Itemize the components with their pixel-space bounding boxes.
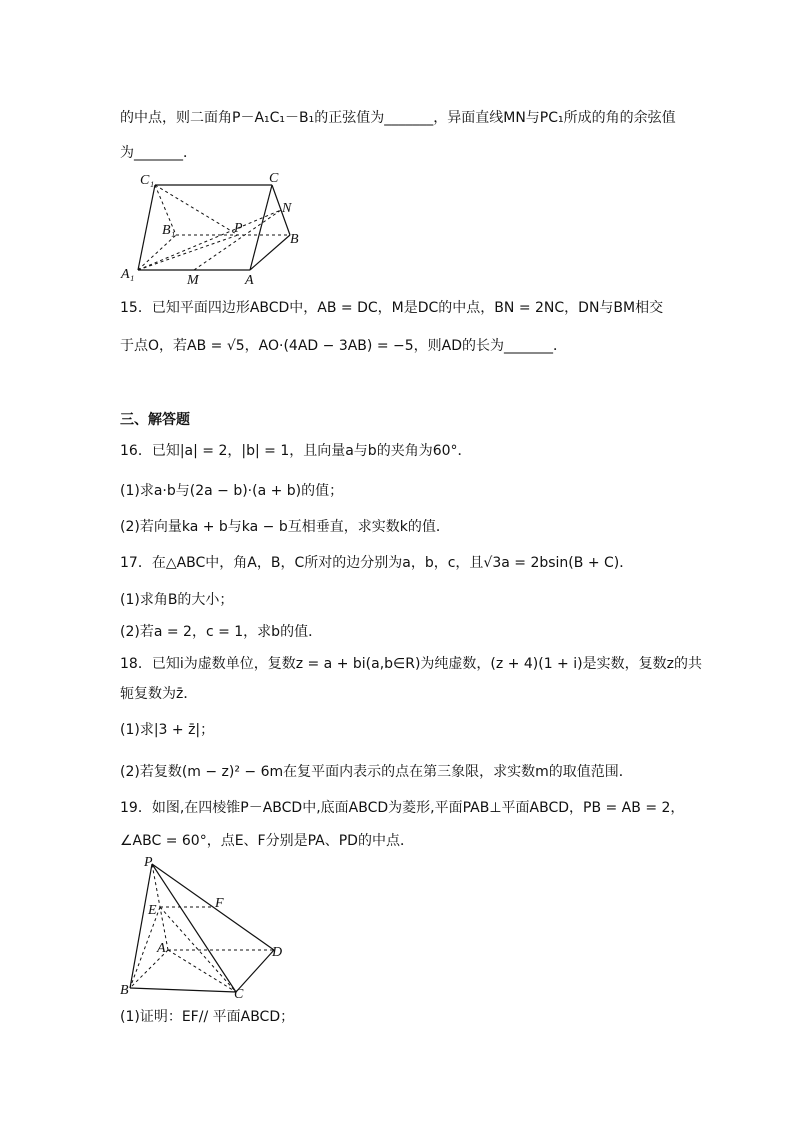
label-P: P bbox=[144, 855, 153, 870]
text-line-13: (1)求|3 + z̄|； bbox=[120, 722, 215, 738]
text-line-5: 16．已知|a| = 2，|b| = 1，且向量a与b的夹角为60°． bbox=[120, 443, 472, 459]
prism-figure bbox=[110, 170, 320, 290]
label-D: D bbox=[272, 945, 283, 960]
label-A: A bbox=[245, 273, 254, 288]
text-line-11: 18．已知i为虚数单位，复数z = a + bi(a,b∈R)为纯虚数，(z + 4)(1 + i)是实数，复数z的共 bbox=[120, 656, 702, 672]
text-line-15: 19．如图,在四棱锥P－ABCD中,底面ABCD为菱形,平面PAB⊥平面ABCD，PB = AB = 2， bbox=[120, 800, 685, 816]
label-A: A bbox=[157, 941, 166, 956]
text-line-1: 的中点，则二面角P－A₁C₁－B₁的正弦值为_______，异面直线MN与PC₁所成的角的余弦值 bbox=[120, 110, 676, 126]
text-line-2: 为_______． bbox=[120, 145, 197, 161]
text-line-12: 轭复数为z̄． bbox=[120, 686, 198, 702]
label-C1: C₁ bbox=[140, 173, 155, 188]
text-line-7: (2)若向量ka + b与ka − b互相垂直，求实数k的值． bbox=[120, 519, 450, 535]
label-N: N bbox=[282, 201, 292, 216]
label-P: P bbox=[234, 221, 243, 236]
text-line-6: (1)求a·b与(2a − b)·(a + b)的值； bbox=[120, 483, 344, 499]
label-E: E bbox=[148, 903, 157, 918]
text-line-10: (2)若a = 2，c = 1，求b的值． bbox=[120, 624, 323, 640]
text-line-3: 15．已知平面四边形ABCD中，AB = DC，M是DC的中点，BN = 2NC，DN与BM相交 bbox=[120, 300, 664, 316]
text-line-9: (1)求角B的大小； bbox=[120, 592, 234, 608]
label-F: F bbox=[215, 896, 224, 911]
label-C: C bbox=[234, 987, 244, 1002]
text-line-17: (1)证明：EF// 平面ABCD； bbox=[120, 1009, 295, 1025]
label-B: B bbox=[290, 232, 299, 247]
label-A1: A₁ bbox=[121, 267, 135, 282]
text-line-4: 于点O，若AB = √5，AO·(4AD − 3AB) = −5，则AD的长为_______． bbox=[120, 338, 567, 354]
label-C: C bbox=[269, 171, 279, 186]
label-B1: B₁ bbox=[162, 223, 176, 238]
label-B: B bbox=[120, 983, 129, 998]
text-line-8: 17．在△ABC中，角A，B，C所对的边分别为a，b，c，且√3a = 2bsin(B + C)． bbox=[120, 555, 634, 571]
label-M: M bbox=[187, 273, 199, 288]
section-heading: 三、解答题 bbox=[120, 412, 190, 428]
text-line-14: (2)若复数(m − z)² − 6m在复平面内表示的点在第三象限，求实数m的取值范围． bbox=[120, 764, 633, 780]
pyramid-figure bbox=[110, 852, 310, 1002]
text-line-16: ∠ABC = 60°，点E、F分别是PA、PD的中点． bbox=[120, 833, 414, 849]
